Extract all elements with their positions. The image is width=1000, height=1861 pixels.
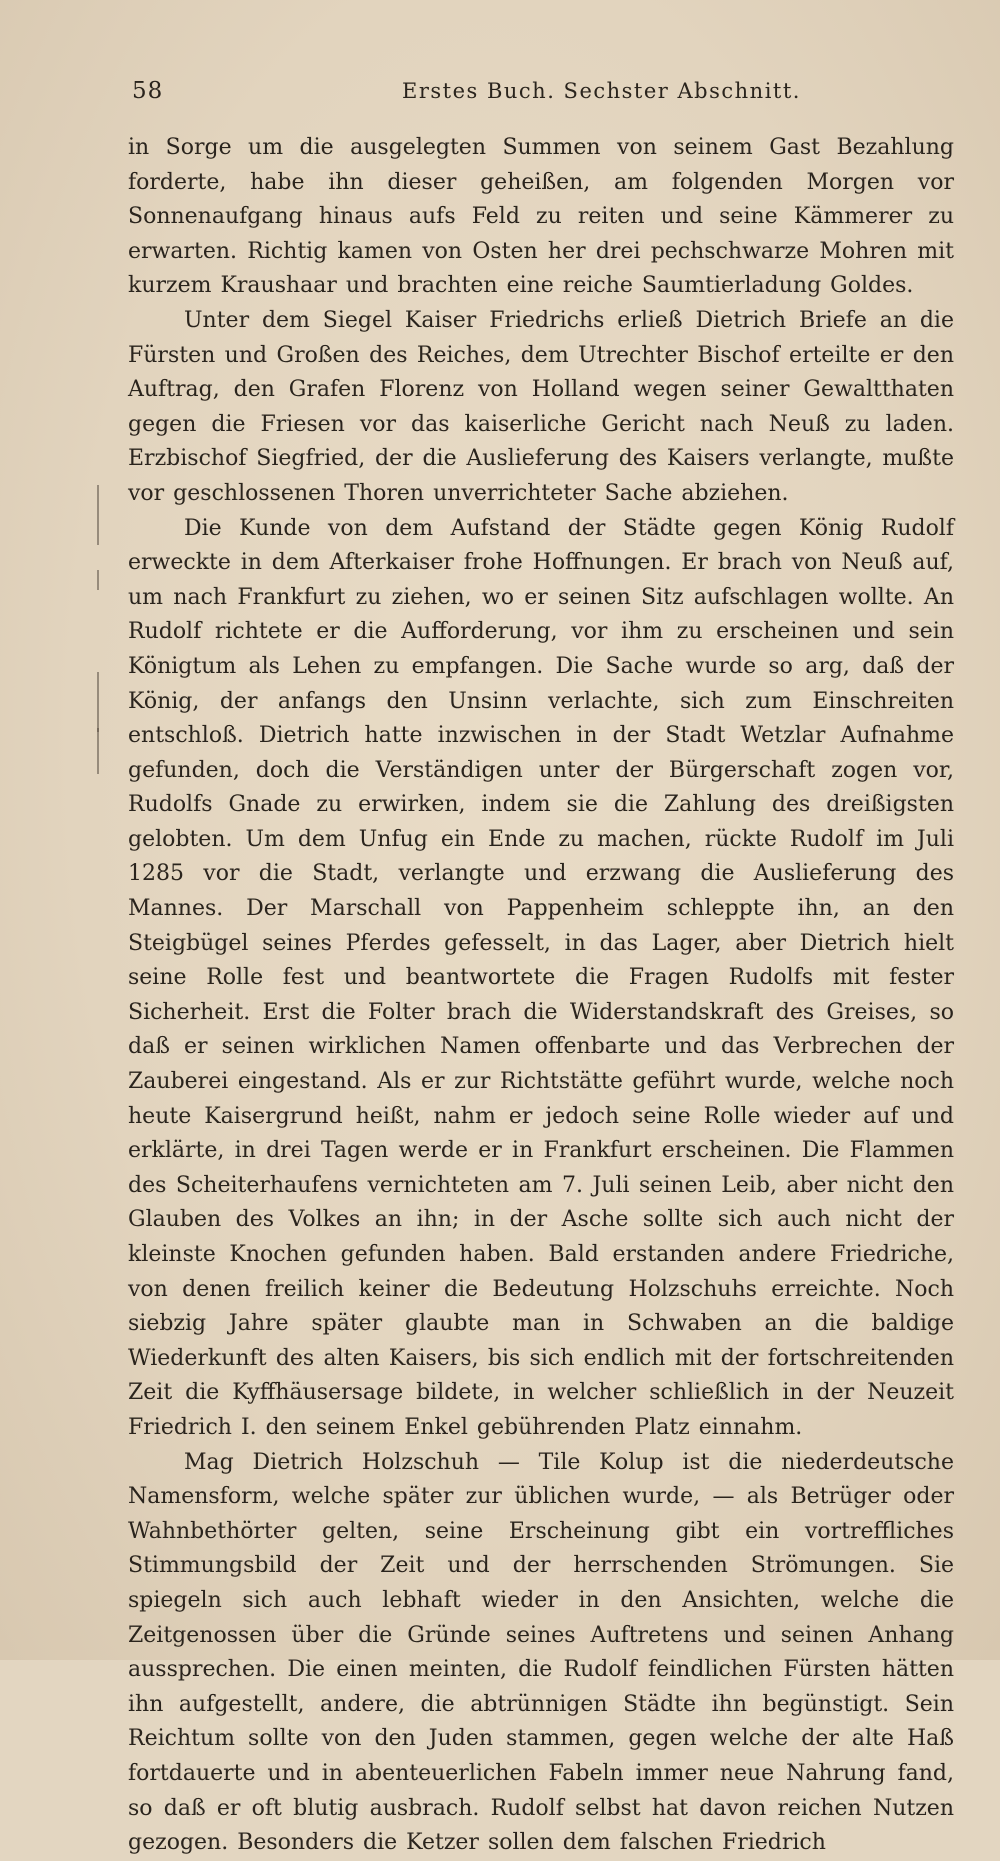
- margin-mark: [97, 485, 99, 545]
- paragraph-holzschuh: Mag Dietrich Holzschuh — Tile Kolup ist die niederdeutsche Namensform, welche später zur üblichen wurde, — als Betrüger oder Wahnbethörter gelten, seine Erscheinung gibt ein vortreffliches Stimmungsbild der Zeit und der herrschenden Strömungen. Sie spiegeln sich auch lebhaft wieder in den Ansichten, welche die Zeitgenossen über die Gründe seines Auftretens und seinen Anhang aussprechen. Die einen meinten, die Rudolf feindlichen Fürsten hätten ihn aufgestellt, andere, die abtrünnigen Städte ihn begünstigt. Sein Reichtum sollte von den Juden stammen, gegen welche der alte Haß fortdauerte und in abenteuerlichen Fabeln immer neue Nahrung fand, so daß er oft blutig ausbrach. Rudolf selbst hat davon reichen Nutzen gezogen. Besonders die Ketzer sollen dem falschen Friedrich: [128, 1449, 954, 1856]
- paragraph-continued: in Sorge um die ausgelegten Summen von seinem Gast Bezahlung forderte, habe ihn dieser geheißen, am folgenden Morgen vor Sonnenaufgang hinaus aufs Feld zu reiten und seine Kämmerer zu erwarten. Richtig kamen von Osten her drei pechschwarze Mohren mit kurzem Kraushaar und brachten eine reiche Saumtierladung Goldes.: [128, 135, 954, 299]
- margin-mark: [97, 570, 99, 590]
- paragraph-kunde: Die Kunde von dem Aufstand der Städte gegen König Rudolf erweckte in dem Afterkaiser frohe Hoffnungen. Er brach von Neuß auf, um nach Frankfurt zu ziehen, wo er seinen Sitz aufschlagen wollte. An Rudolf richtete er die Aufforderung, vor ihm zu erscheinen und sein Königtum als Lehen zu empfangen. Die Sache wurde so arg, daß der König, der anfangs den Unsinn verlachte, sich zum Einschreiten entschloß. Dietrich hatte inzwischen in der Stadt Wetzlar Aufnahme gefunden, doch die Verständigen unter der Bürgerschaft zogen vor, Rudolfs Gnade zu erwirken, indem sie die Zahlung des dreißigsten gelobten. Um dem Unfug ein Ende zu machen, rückte Rudolf im Juli 1285 vor die Stadt, verlangte und erzwang die Auslieferung des Mannes. Der Marschall von Pappenheim schleppte ihn, an den Steigbügel seines Pferdes gefesselt, in das Lager, aber Dietrich hielt seine Rolle fest und beantwortete die Fragen Rudolfs mit fester Sicherheit. Erst die Folter brach die Widerstandskraft des Greises, so daß er seinen wirklichen Namen offenbarte und das Verbrechen der Zauberei eingestand. Als er zur Richtstätte geführt wurde, welche noch heute Kaisergrund heißt, nahm er jedoch seine Rolle wieder auf und erklärte, in drei Tagen werde er in Frankfurt erscheinen. Die Flammen des Scheiterhaufens vernichteten am 7. Juli seinen Leib, aber nicht den Glauben des Volkes an ihn; in der Asche sollte sich auch nicht der kleinste Knochen gefunden haben. Bald erstanden andere Friedriche, von denen freilich keiner die Bedeutung Holzschuhs erreichte. Noch siebzig Jahre später glaubte man in Schwaben an die baldige Wiederkunft des alten Kaisers, bis sich endlich mit der fortschreitenden Zeit die Kyffhäusersage bildete, in welcher schließlich in der Neuzeit Friedrich I. den seinem Enkel gebührenden Platz einnahm.: [128, 515, 954, 1440]
- margin-mark: [97, 728, 99, 774]
- body-text: [128, 131, 954, 1861]
- margin-mark: [97, 672, 99, 732]
- page-number: 58: [132, 78, 164, 104]
- page-header: [132, 78, 902, 108]
- paragraph-siegel: Unter dem Siegel Kaiser Friedrichs erließ Dietrich Briefe an die Fürsten und Großen des Reiches, dem Utrechter Bischof erteilte er den Auftrag, den Grafen Florenz von Holland wegen seiner Gewaltthaten gegen die Friesen vor das kaiserliche Gericht nach Neuß zu laden. Erzbischof Siegfried, der die Auslieferung des Kaisers verlangte, mußte vor geschlossenen Thoren unverrichteter Sache abziehen.: [128, 307, 954, 506]
- running-head: Erstes Buch. Sechster Abschnitt.: [402, 79, 801, 103]
